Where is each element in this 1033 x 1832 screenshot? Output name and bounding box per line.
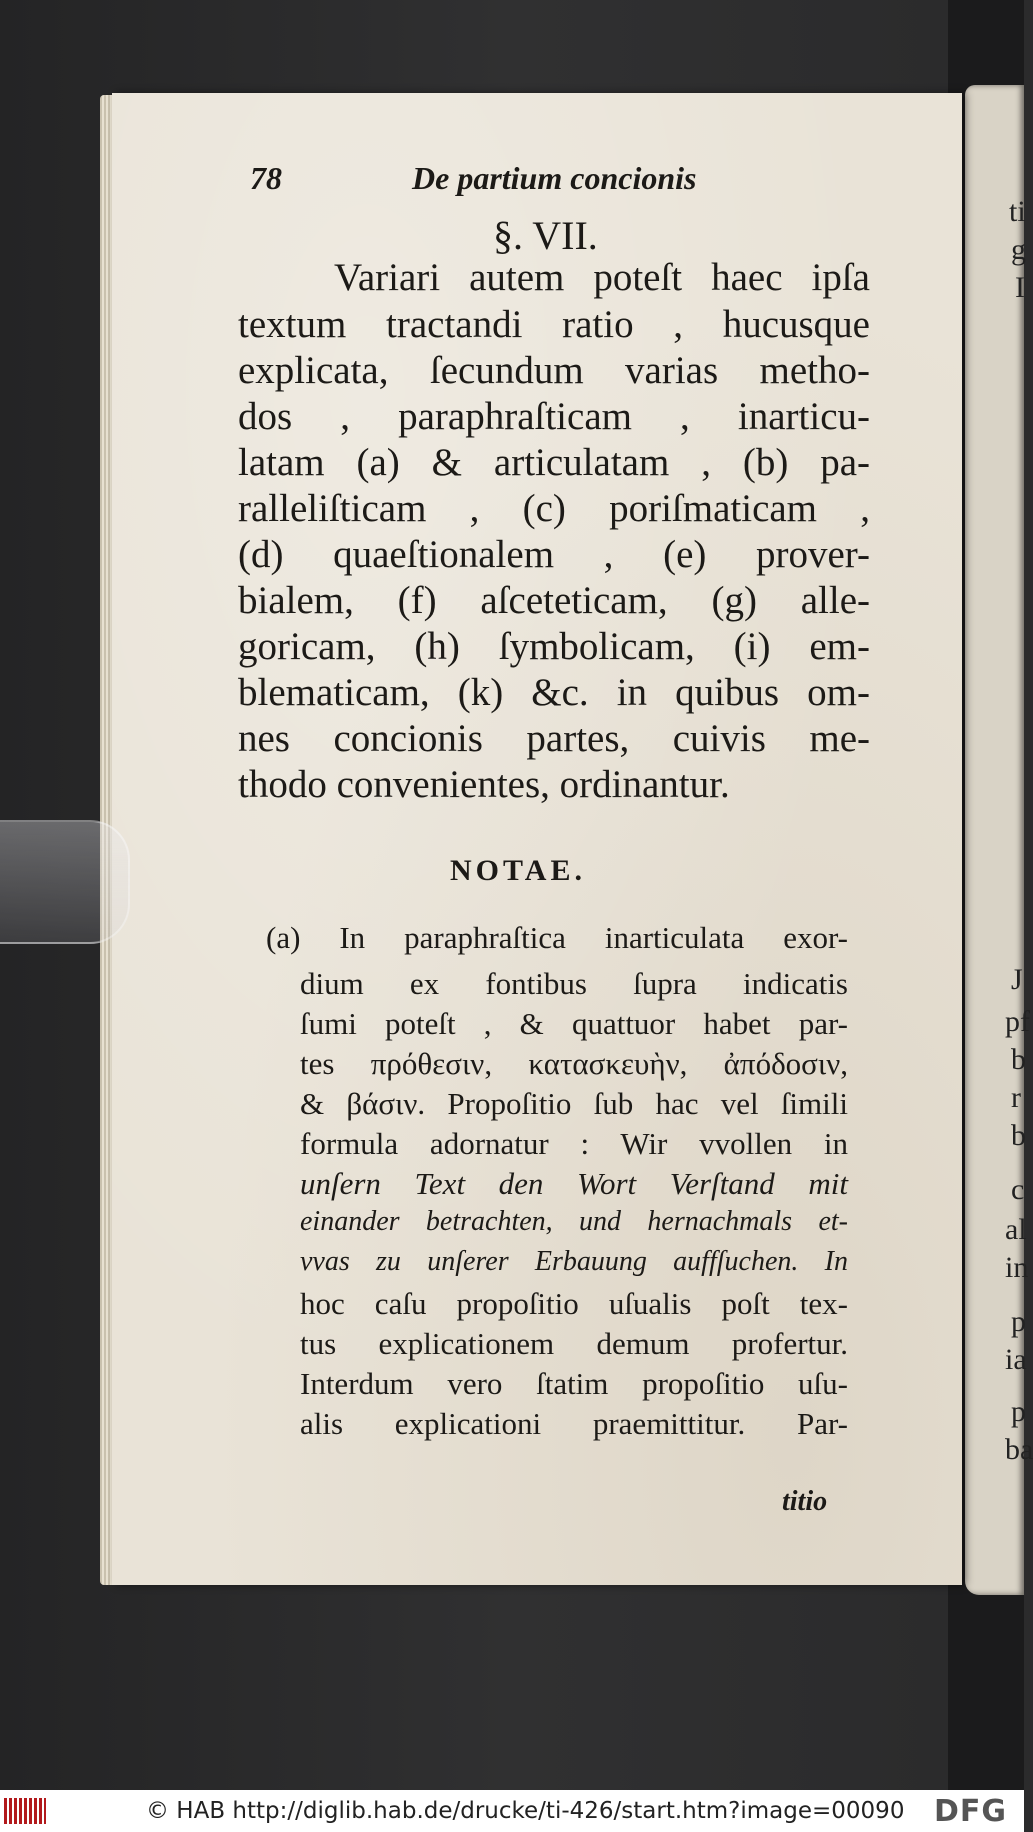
body-line: bialem, (f) aſceteticam, (g) alle-: [238, 579, 870, 622]
body-line: textum tractandi ratio , hucusque: [238, 303, 870, 346]
note-line: & βάσιν. Propoſitio ſub hac vel ſimili: [300, 1086, 848, 1121]
next-page-fragment: ti: [1009, 195, 1026, 228]
next-page-edge: [965, 85, 1033, 1595]
next-page-fragment: p: [1011, 1305, 1026, 1338]
page-clip: [0, 820, 130, 944]
copyright-link[interactable]: © HAB http://diglib.hab.de/drucke/ti-426/start.htm?image=00090: [146, 1798, 905, 1824]
note-line: Interdum vero ſtatim propoſitio uſu-: [300, 1366, 848, 1401]
next-page-fragment: r: [1011, 1081, 1021, 1114]
next-page-fragment: b: [1011, 1119, 1026, 1152]
dfg-logo: DFG: [934, 1794, 1008, 1829]
note-line: tus explicationem demum profertur.: [300, 1326, 848, 1361]
body-line: explicata, ſecundum varias metho-: [238, 349, 870, 392]
next-page-fragment: g: [1011, 233, 1026, 266]
next-page-fragment: pf: [1005, 1005, 1030, 1038]
next-page-fragment: c: [1011, 1173, 1025, 1206]
note-line: einander betrachten, und hernachmals et-: [300, 1206, 848, 1237]
body-line: Variari autem poteſt haec ipſa: [334, 256, 870, 299]
next-page-fragment: ba: [1005, 1433, 1033, 1466]
catchword: titio: [782, 1486, 828, 1517]
next-page-fragment: p: [1011, 1395, 1026, 1428]
next-page-fragment: J: [1011, 963, 1023, 996]
note-line: formula adornatur : Wir vvollen in: [300, 1126, 848, 1161]
note-line: (a) In paraphraſtica inarticulata exor-: [266, 920, 848, 955]
next-page-fragment: ia: [1005, 1343, 1027, 1376]
next-page-fragment: in: [1005, 1251, 1029, 1284]
note-line: unſern Text den Wort Verſtand mit: [300, 1166, 848, 1201]
note-line: dium ex fontibus ſupra indicatis: [300, 966, 848, 1001]
hab-logo-icon: [4, 1798, 46, 1824]
note-line: ſumi poteſt , & quattuor habet par-: [300, 1006, 848, 1041]
body-line: goricam, (h) ſymbolicam, (i) em-: [238, 625, 870, 668]
body-line: thodo convenientes, ordinantur.: [238, 763, 730, 806]
notes-heading: NOTAE.: [450, 854, 586, 887]
note-line: vvas zu unſerer Erbauung auffſuchen. In: [300, 1246, 848, 1277]
note-line: hoc caſu propoſitio uſualis poſt tex-: [300, 1286, 848, 1321]
note-line: alis explicationi praemittitur. Par-: [300, 1406, 848, 1441]
body-line: ralleliſticam , (c) poriſmaticam ,: [238, 487, 870, 530]
body-line: (d) quaeſtionalem , (e) prover-: [238, 533, 870, 576]
next-page-fragment: I: [1015, 271, 1025, 304]
next-page-fragment: al: [1005, 1213, 1027, 1246]
body-line: blematicam, (k) &c. in quibus om-: [238, 671, 870, 714]
footer-bar: [0, 1790, 1024, 1832]
body-line: dos , paraphraſticam , inarticu-: [238, 395, 870, 438]
section-heading: §. VII.: [493, 213, 598, 258]
body-line: latam (a) & articulatam , (b) pa-: [238, 441, 870, 484]
note-line: tes πρόθεσιν, κατασκευὴν, ἀπόδοσιν,: [300, 1046, 848, 1081]
next-page-fragment: b: [1011, 1043, 1026, 1076]
running-head: De partium concionis: [412, 160, 697, 196]
page-number: 78: [250, 160, 282, 196]
body-line: nes concionis partes, cuivis me-: [238, 717, 870, 760]
